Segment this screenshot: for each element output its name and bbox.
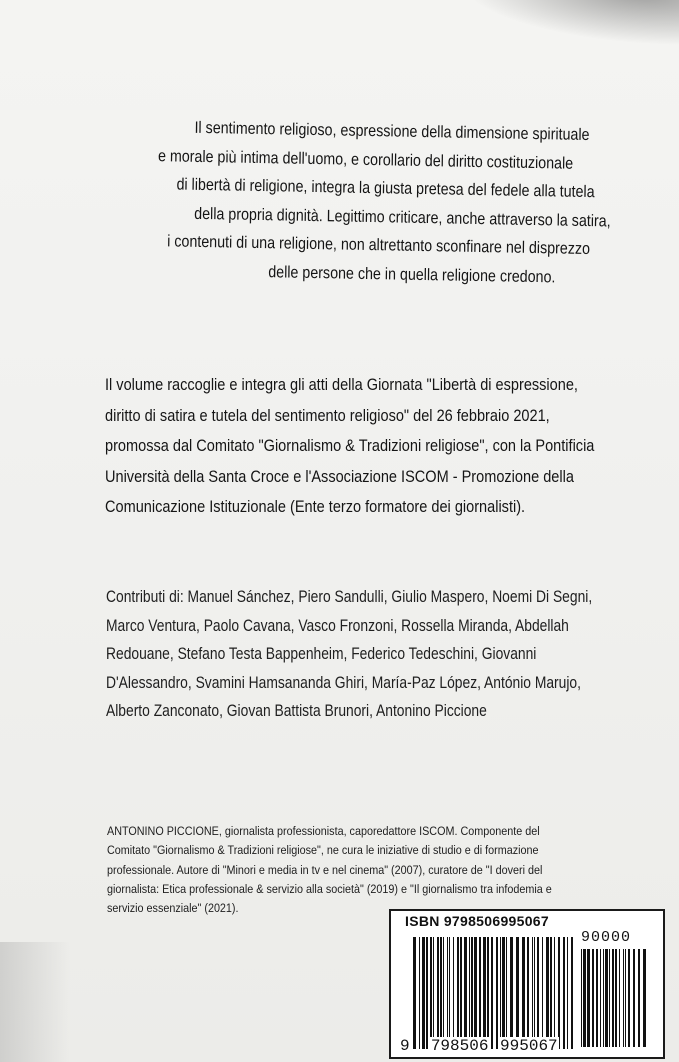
barcode-bar: [615, 949, 617, 1047]
corner-shadow: [457, 0, 679, 49]
barcode-bar: [638, 949, 640, 1047]
barcode-bar: [527, 937, 529, 1049]
barcode-bar: [516, 937, 519, 1049]
contributors-line: Redouane, Stefano Testa Bappenheim, Federico Tedeschini, Giovanni: [106, 645, 537, 663]
barcode-bar: [581, 949, 582, 1047]
barcode-bar: [474, 937, 477, 1049]
edge-shadow: [0, 942, 70, 1062]
barcode-bar: [643, 949, 646, 1047]
barcode-bar: [587, 949, 590, 1047]
volume-line: diritto di satira e tutela del sentimento religioso" del 26 febbraio 2021,: [105, 405, 550, 425]
barcode-bar: [542, 937, 543, 1049]
volume-line: promossa dal Comitato "Giornalismo & Tradizioni religiose", con la Pontificia: [105, 436, 595, 455]
barcode-bar: [502, 937, 505, 1049]
barcode-bar: [443, 937, 444, 1049]
barcode-bar: [469, 937, 470, 1049]
barcode-bar: [619, 949, 620, 1047]
contributors-line: D'Alessandro, Svamini Hamsananda Ghiri, María-Paz López, António Marujo,: [106, 673, 581, 692]
barcode-bar: [563, 937, 565, 1049]
quote-line: della propria dignità. Legittimo criticare, anche attraverso la satira,: [194, 203, 611, 231]
volume-line: Università della Santa Croce e l'Associazione ISCOM - Promozione della: [105, 466, 574, 486]
barcode-addon-bars-icon: [581, 949, 647, 1047]
barcode-bar: [426, 937, 428, 1049]
barcode-bar: [554, 937, 555, 1049]
volume-description: [105, 370, 594, 523]
barcode-bar: [413, 937, 416, 1049]
contributors-line: Contributi di: Manuel Sánchez, Piero Sandulli, Giulio Maspero, Noemi Di Segni,: [106, 588, 593, 606]
barcode-bar: [625, 949, 626, 1047]
barcode-bar: [491, 937, 493, 1049]
barcode-bar: [479, 937, 481, 1049]
barcode-bar: [628, 949, 630, 1047]
barcode-bar: [447, 937, 448, 1049]
barcode-bar: [430, 937, 432, 1049]
barcode-bar: [440, 937, 442, 1049]
isbn-barcode: [389, 909, 665, 1059]
barcode-bar: [596, 949, 598, 1047]
barcode-bar: [506, 937, 507, 1049]
barcode-bar: [471, 937, 473, 1049]
barcode-digits-right: 995067: [500, 1037, 558, 1055]
volume-line: Il volume raccoglie e integra gli atti della Giornata "Libertà di espressione,: [105, 375, 578, 394]
quote-line: i contenuti di una religione, non altrettanto sconfinare nel disprezzo: [167, 231, 591, 259]
barcode-bar: [633, 949, 635, 1047]
isbn-label: ISBN 9798506995067: [405, 913, 549, 929]
barcode-bar: [583, 949, 586, 1047]
author-bio-line: professionale. Autore di "Minori e media in tv e nel cinema" (2007), curatore de "I doveri del: [107, 862, 543, 877]
contributors-list: [106, 583, 592, 726]
author-bio-line: giornalista: Etica professionale & servizio alla società" (2019) e "Il giornalismo tra infodemia e: [107, 881, 552, 896]
author-bio-line: servizio essenziale" (2021).: [107, 901, 239, 916]
quote-line: delle persone che in quella religione credono.: [268, 262, 556, 287]
barcode-bar: [422, 937, 425, 1049]
barcode-bar: [537, 937, 539, 1049]
barcode-bar: [534, 937, 535, 1049]
barcode-bar: [419, 937, 420, 1049]
barcode-bar: [453, 937, 454, 1049]
barcode-bar: [609, 949, 610, 1047]
quote-paragraph: [148, 113, 611, 292]
price-code: 90000: [581, 929, 632, 946]
barcode-bar: [603, 949, 604, 1047]
barcode-bar: [571, 937, 573, 1049]
quote-line: Il sentimento religioso, espressione della dimensione spirituale: [194, 117, 590, 145]
barcode-digits-left: 798506: [430, 1037, 489, 1055]
barcode-bar: [600, 949, 601, 1047]
barcode-bar: [567, 937, 568, 1049]
barcode-bar: [487, 937, 489, 1049]
barcode-bar: [605, 949, 608, 1047]
barcode-bar: [433, 937, 434, 1049]
barcode-bar: [522, 937, 525, 1049]
barcode-bars-icon: [413, 937, 573, 1049]
barcode-bar: [496, 937, 498, 1049]
barcode-bar: [592, 949, 594, 1047]
barcode-digits: [399, 1037, 559, 1055]
barcode-bar: [460, 937, 462, 1049]
contributors-line: Marco Ventura, Paolo Cavana, Vasco Fronzoni, Rossella Miranda, Abdellah: [106, 616, 569, 635]
barcode-bar: [558, 937, 560, 1049]
barcode-bar: [449, 937, 450, 1049]
author-bio-line: Comitato "Giornalismo & Tradizioni religiose", ne cura le iniziative di studio e di formazione: [107, 843, 539, 858]
barcode-bar: [437, 937, 439, 1049]
contributors-line: Alberto Zanconato, Giovan Battista Brunori, Antonino Piccione: [106, 702, 487, 720]
barcode-bar: [457, 937, 459, 1049]
volume-line: Comunicazione Istituzionale (Ente terzo formatore dei giornalisti).: [105, 497, 526, 516]
barcode-bar: [612, 949, 614, 1047]
barcode-bar: [546, 937, 549, 1049]
quote-line: e morale più intima dell'uomo, e corollario del diritto costituzionale: [157, 145, 574, 173]
author-bio-line: ANTONINO PICCIONE, giornalista professionista, caporedattore ISCOM. Componente del: [107, 824, 540, 838]
barcode-bar: [464, 937, 467, 1049]
barcode-bar: [500, 937, 501, 1049]
barcode-bar: [532, 937, 533, 1049]
barcode-digit-first: 9: [400, 1037, 410, 1055]
barcode-bar: [550, 937, 552, 1049]
barcode-bar: [483, 937, 486, 1049]
barcode-bar: [510, 937, 513, 1049]
author-bio: [107, 822, 552, 918]
quote-line: di libertà di religione, integra la giusta pretesa del fedele alla tutela: [176, 174, 595, 202]
barcode-bar: [623, 949, 624, 1047]
